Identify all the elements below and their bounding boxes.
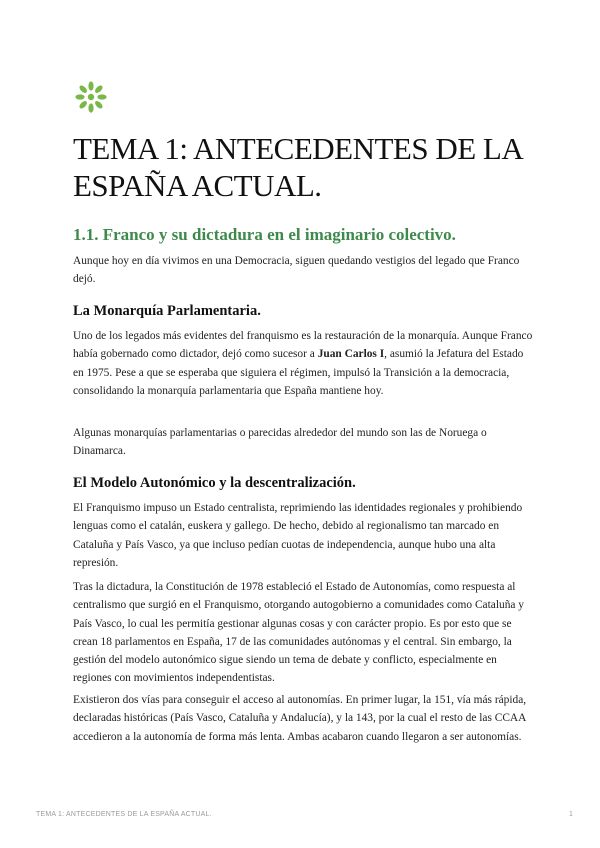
bold-name-juan-carlos: Juan Carlos I (317, 348, 385, 361)
subsection-heading-monarquia: La Monarquía Parlamentaria. (73, 303, 261, 319)
section-heading: 1.1. Franco y su dictadura en el imaginario colectivo. (73, 225, 456, 244)
paragraph-autonomico-2: Tras la dictadura, la Constitución de 1978 estableció el Estado de Autonomías, como respuesta al centralismo que surgió en el Franquismo, otorgando autogobierno a comunidades como Cataluña y País Vasco, lo cual les permitía gestionar algunas cosas y con carácter propio. Es por esto que se crean 18 parlamentos en España, 17 de las comunidades autónomas y el central. Sin embargo, la gestión del modelo autonómico sigue siendo un tema de debate y conflicto, especialmente en regiones con movimientos independentistas. (73, 581, 524, 685)
flower-logo-icon (74, 80, 108, 114)
subsection-heading-autonomico: El Modelo Autonómico y la descentralización. (73, 475, 356, 491)
page-title: TEMA 1: ANTECEDENTES DE LA ESPAÑA ACTUAL. (73, 131, 522, 203)
footer-title: TEMA 1: ANTECEDENTES DE LA ESPAÑA ACTUAL. (36, 811, 212, 818)
intro-paragraph: Aunque hoy en día vivimos en una Democracia, siguen quedando vestigios del legado que Franco dejó. (73, 255, 520, 286)
paragraph-autonomico-3: Existieron dos vías para conseguir el acceso al autonomías. En primer lugar, la 151, vía más rápida, declaradas históricas (País Vasco, Cataluña y Andalucía), y la 143, por la cual el resto de las CCAA accedieron a la autonomía de forma más lenta. Ambas acabaron cuando llegaron a ser autonomías. (73, 694, 527, 743)
paragraph-monarquia-1: Uno de los legados más evidentes del franquismo es la restauración de la monarquía. Aunque Franco había gobernado como dictador, dejó como sucesor a Juan Carlos I, asumió la Jefatura del Estado en 1975. Pese a que se esperaba que siguiera el régimen, impulsó la Transición a la democracia, consolidando la monarquía parlamentaria que España mantiene hoy. (73, 330, 533, 397)
paragraph-autonomico-1: El Franquismo impuso un Estado centralista, reprimiendo las identidades regionales y prohibiendo lenguas como el catalán, euskera y gallego. De hecho, debido al regionalismo tan marcado en Cataluña y País Vasco, ya que incluso pedían cuotas de independencia, aunque hubo una alta represión. (73, 502, 523, 569)
paragraph-monarquia-2: Algunas monarquías parlamentarias o parecidas alrededor del mundo son las de Noruega o Dinamarca. (73, 427, 487, 458)
footer-page-number: 1 (569, 811, 573, 818)
